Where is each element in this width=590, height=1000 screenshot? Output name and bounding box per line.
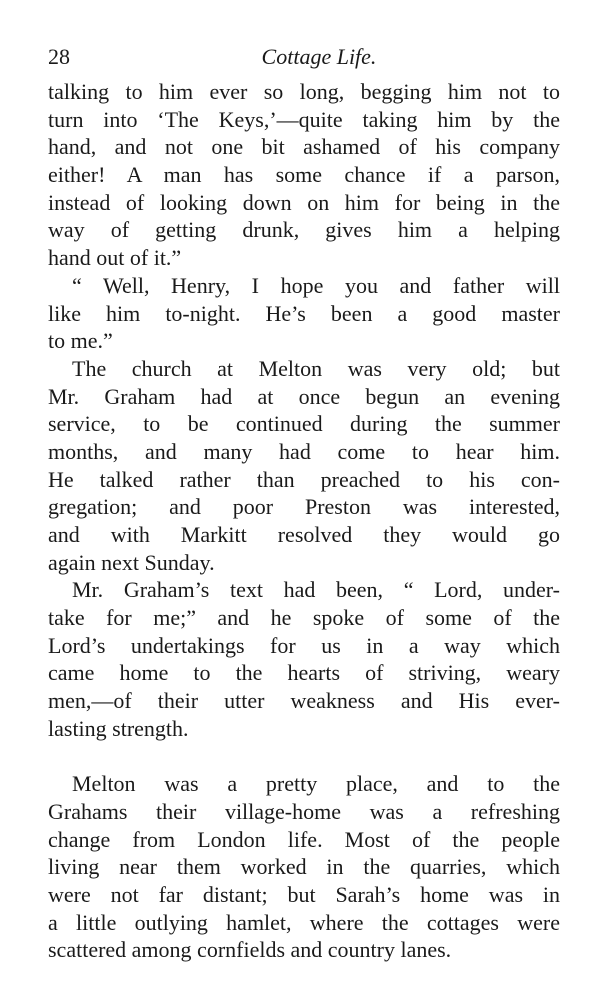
text-line: Melton was a pretty place, and to the <box>72 771 560 797</box>
text-line: turn into ‘The Keys,’—quite taking him by the <box>48 106 560 132</box>
paragraph <box>48 78 560 272</box>
text-line: like him to-night. He’s been a good master <box>48 300 560 326</box>
paragraph <box>48 770 560 964</box>
text-line: Mr. Graham’s text had been, “ Lord, under- <box>72 577 560 603</box>
text-line: came home to the hearts of striving, weary <box>48 660 560 686</box>
text-line: Mr. Graham had at once begun an evening <box>48 383 560 409</box>
text-line: Lord’s undertakings for us in a way which <box>48 632 560 658</box>
text-line: The church at Melton was very old; but <box>72 355 560 381</box>
text-line: He talked rather than preached to his con- <box>48 466 560 492</box>
text-line: living near them worked in the quarries, which <box>48 854 560 880</box>
text-line: were not far distant; but Sarah’s home was in <box>48 881 560 907</box>
text-line: either! A man has some chance if a parson, <box>48 162 560 188</box>
paragraph <box>48 355 560 577</box>
text-line: again next Sunday. <box>48 549 215 575</box>
text-line: change from London life. Most of the people <box>48 826 560 852</box>
text-line: hand, and not one bit ashamed of his company <box>48 134 560 160</box>
text-line: hand out of it.” <box>48 245 182 271</box>
text-line: a little outlying hamlet, where the cottages were <box>48 909 560 935</box>
paragraph <box>48 272 560 355</box>
text-line: talking to him ever so long, begging him not to <box>48 79 560 104</box>
page-header <box>48 44 560 78</box>
body-text <box>48 78 560 964</box>
text-line: men,—of their utter weakness and His ever- <box>48 688 560 714</box>
text-line: instead of looking down on him for being in the <box>48 189 560 215</box>
page-number: 28 <box>48 44 70 69</box>
text-line: gregation; and poor Preston was interested, <box>48 494 560 520</box>
text-line: way of getting drunk, gives him a helping <box>48 217 560 243</box>
paragraph <box>48 576 560 742</box>
section-break <box>48 743 560 771</box>
text-line: Grahams their village-home was a refreshing <box>48 798 560 824</box>
text-line: lasting strength. <box>48 715 189 741</box>
text-line: and with Markitt resolved they would go <box>48 522 560 547</box>
text-line: scattered among cornfields and country lanes. <box>48 937 452 963</box>
running-title: Cottage Life. <box>261 44 377 69</box>
text-line: to me.” <box>48 328 113 354</box>
text-line: take for me;” and he spoke of some of the <box>48 605 560 631</box>
text-line: service, to be continued during the summer <box>48 411 560 437</box>
book-page <box>48 44 560 964</box>
text-line: months, and many had come to hear him. <box>48 438 560 464</box>
text-line: “ Well, Henry, I hope you and father will <box>72 272 560 298</box>
